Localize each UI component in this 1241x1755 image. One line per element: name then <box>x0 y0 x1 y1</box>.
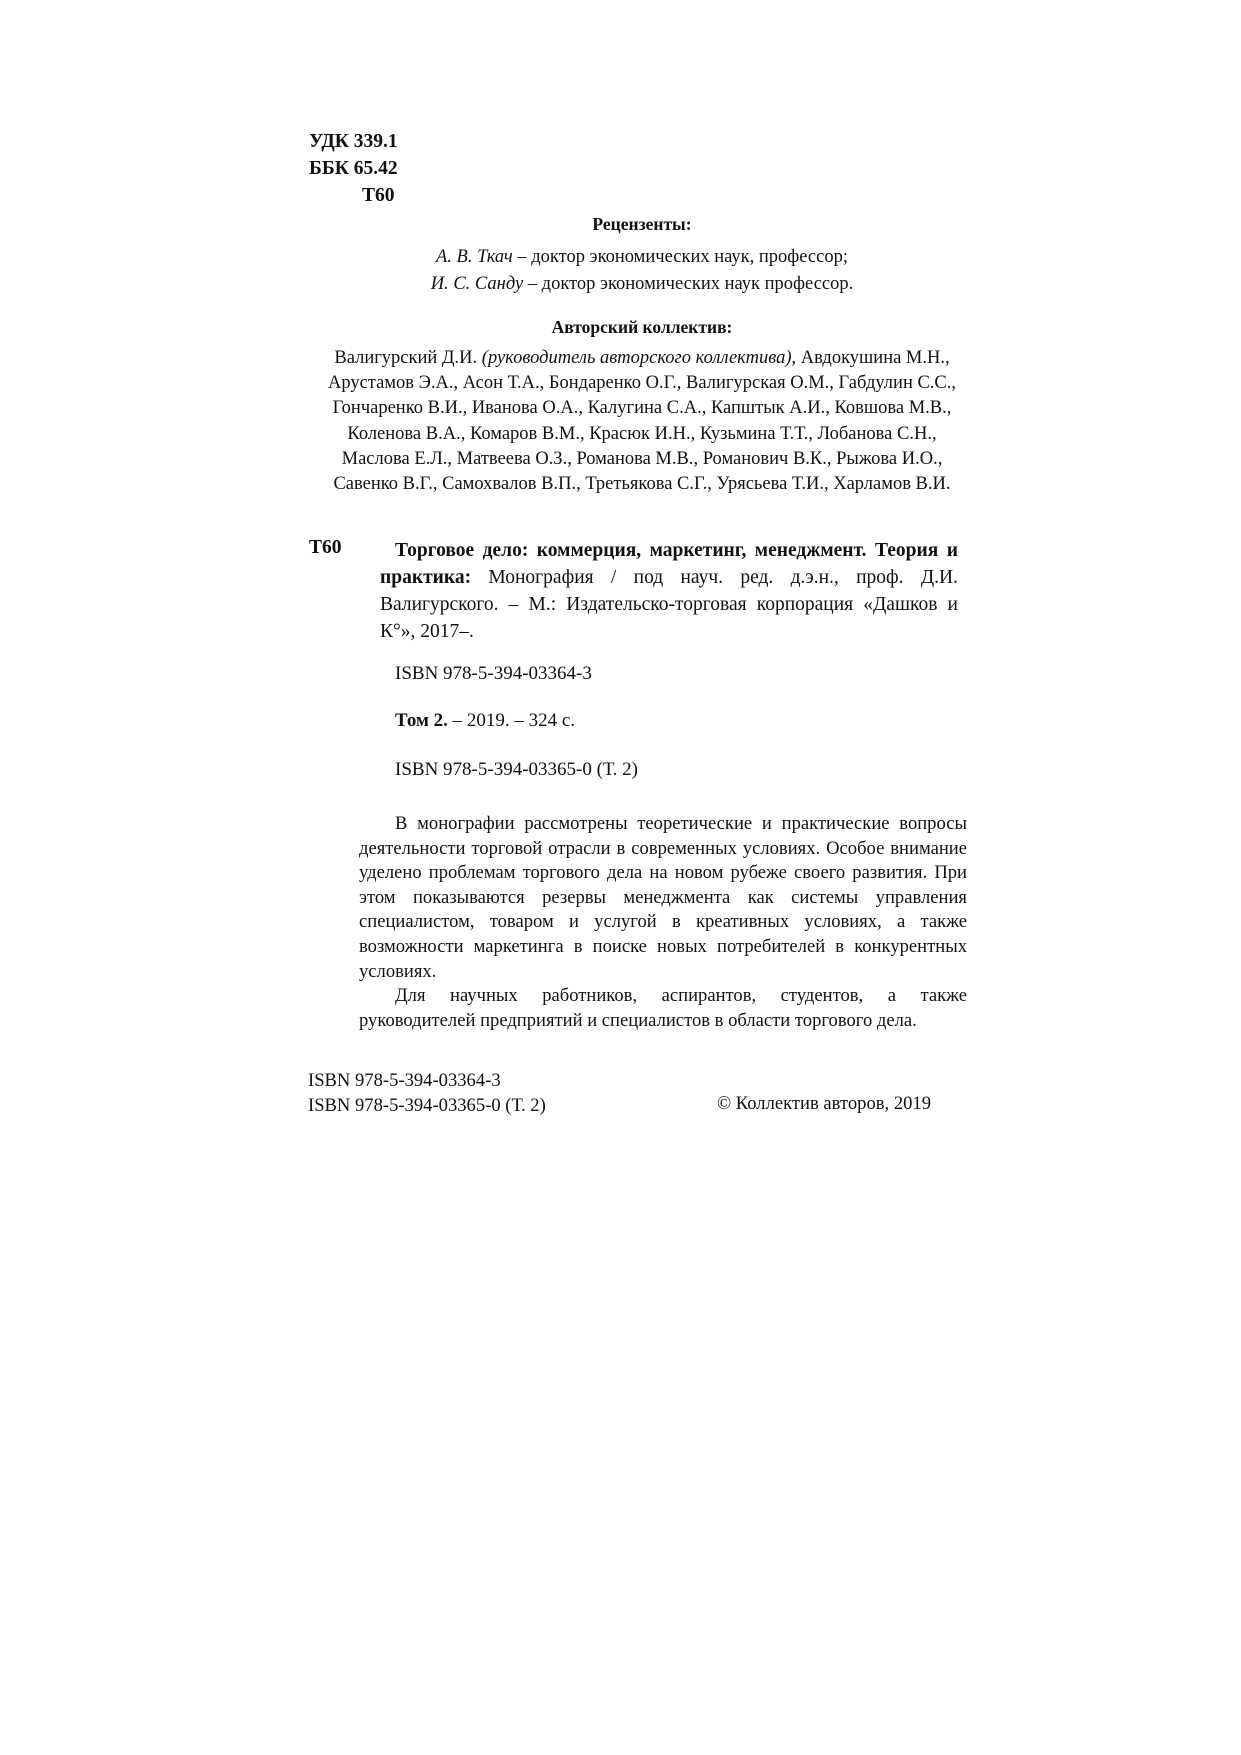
volume-details: – 2019. – 324 с. <box>447 710 576 731</box>
lead-author-role: (руководитель авторского коллектива) <box>481 348 792 368</box>
reviewer-name: А. В. Ткач <box>436 247 513 267</box>
isbn-series: ISBN 978-5-394-03364-3 <box>395 663 592 684</box>
footer-isbn <box>308 1068 546 1118</box>
bibliography-entry <box>380 537 958 645</box>
authors-line: Коленова В.А., Комаров В.М., Красюк И.Н., Кузьмина Т.Т., Лобанова С.Н., <box>347 423 937 444</box>
bbk-code: ББК 65.42 <box>309 158 398 179</box>
abstract-paragraph: В монографии рассмотрены теоретические и практические вопросы деятельности торговой отрасли в современных условиях. Особое внимание уделено проблемам торгового дела на новом рубеже своего развития. При этом показываются резервы менеджмента как системы управления специалистом, товаром и услугой в креативных условиях, а также возможности маркетинга в поиске новых потребителей в конкурентных условиях. <box>359 813 967 982</box>
reviewer-item <box>309 244 975 271</box>
volume-label: Том 2. <box>395 710 448 731</box>
authors-title: Авторский коллектив: <box>551 317 733 337</box>
author-mark: Т60 <box>362 185 395 206</box>
authors-list <box>309 346 975 497</box>
reviewers-list <box>309 244 975 298</box>
bibliography-code: Т60 <box>309 537 342 558</box>
book-title: Торговое дело: коммерция, маркетинг, менеджмент. Теория и практика: <box>380 540 958 588</box>
reviewer-desc: – доктор экономических наук профессор. <box>523 274 854 294</box>
volume-info <box>395 710 575 732</box>
authors-line <box>309 346 975 371</box>
authors-line-text: , Авдокушина М.Н., <box>791 348 950 368</box>
isbn-volume: ISBN 978-5-394-03365-0 (Т. 2) <box>395 759 638 780</box>
copyright: © Коллектив авторов, 2019 <box>717 1093 932 1114</box>
lead-author-name: Валигурский Д.И. <box>334 348 478 368</box>
abstract-paragraph: Для научных работников, аспирантов, студентов, а также руководителей предприятий и специалистов в области торгового дела. <box>359 985 967 1031</box>
authors-line: Маслова Е.Л., Матвеева О.З., Романова М.В., Романович В.К., Рыжова И.О., <box>341 448 943 469</box>
authors-line: Арустамов Э.А., Асон Т.А., Бондаренко О.Г., Валигурская О.М., Габдулин С.С., <box>327 373 957 394</box>
udk-code: УДК 339.1 <box>309 131 398 152</box>
reviewer-desc: – доктор экономических наук, профессор; <box>512 247 848 267</box>
reviewers-title: Рецензенты: <box>592 214 692 234</box>
classification-codes <box>309 128 398 209</box>
authors-line: Гончаренко В.И., Иванова О.А., Калугина С.А., Капштык А.И., Ковшова М.В., <box>332 398 952 419</box>
abstract <box>359 812 967 1033</box>
authors-line: Савенко В.Г., Самохвалов В.П., Третьякова С.Г., Урясьева Т.И., Харламов В.И. <box>333 474 951 495</box>
reviewer-item <box>309 271 975 298</box>
reviewer-name: И. С. Санду <box>430 274 524 294</box>
footer-isbn-series: ISBN 978-5-394-03364-3 <box>308 1070 501 1091</box>
footer-isbn-volume: ISBN 978-5-394-03365-0 (Т. 2) <box>308 1095 546 1116</box>
book-details: Монография / под науч. ред. д.э.н., проф. Д.И. Валигурского. – М.: Издательско-торговая корпорация «Дашков и К°», 2017–. <box>380 567 958 642</box>
